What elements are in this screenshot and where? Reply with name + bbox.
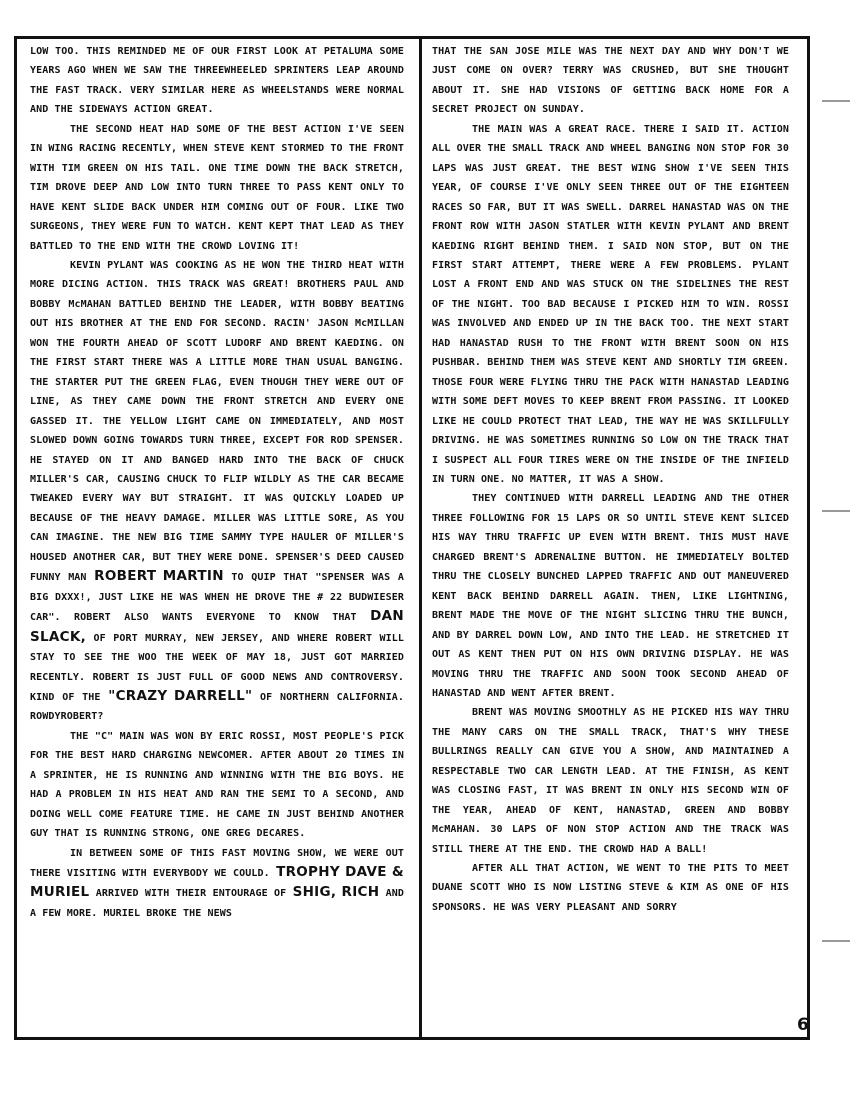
right-column — [432, 42, 789, 917]
punch-mark — [822, 100, 850, 102]
paragraph-text: OF PORT MURRAY, NEW JERSEY, AND WHERE ROBERT WILL STAY TO SEE THE WOO THE WEEK OF MAY 18, JUST GOT MARRIED RECENTLY. ROBERT IS JUST FULL OF GOOD NEWS AND CONTROVERSY. KIND OF THE — [30, 632, 405, 703]
paragraph: BRENT WAS MOVING SMOOTHLY AS HE PICKED HIS WAY THRU THE MANY CARS ON THE SMALL TRACK, THAT'S WHY THESE BULLRINGS REALLY CAN GIVE YOU A SHOW, AND MAINTAINED A RESPECTABLE TWO CAR LENGTH LEAD. AT THE FINISH, AS KENT WAS CLOSING FAST, IT WAS BRENT IN ONLY HIS SECOND WIN OF THE YEAR, AHEAD OF KENT, HANASTAD, GREEN AND BOBBY McMAHAN. 30 LAPS OF NON STOP ACTION AND THE TRACK WAS STILL THERE AT THE END. THE CROWD HAD A BALL! — [432, 707, 789, 855]
highlighted-name: TROPHY DAVE & MURIEL — [30, 864, 405, 901]
paragraph-text: ARRIVED WITH THEIR ENTOURAGE OF — [95, 888, 287, 900]
paragraph-text: OF NORTHERN CALIFORNIA. ROWDYROBERT? — [30, 691, 404, 723]
paragraph: THEY CONTINUED WITH DARRELL LEADING AND THE OTHER THREE FOLLOWING FOR 15 LAPS OR SO UNTIL STEVE KENT SLICED HIS WAY THRU TRAFFIC UP EVEN WITH BRENT. THIS MUST HAVE CHARGED BRENT'S ADRENALINE BUTTON. HE IMMEDIATELY BOLTED THRU THE CLOSELY BUNCHED LAPPED TRAFFIC AND OUT MANEUVERED KENT BACK BEHIND DARRELL AGAIN. THEN, LIKE LIGHTNING, BRENT MADE THE MOVE OF THE NIGHT SLICING THRU THE BUNCH, AND BY DARREL DOWN LOW, AND INTO THE LEAD. HE STRETCHED IT OUT AS KENT THEN PUT ON HIS OWN DRIVING DISPLAY. HE WAS MOVING THRU THE TRAFFIC AND SOON TOOK SECOND AHEAD OF HANASTAD AND WENT AFTER BRENT. — [432, 493, 789, 699]
paragraph-text: IN BETWEEN SOME OF THIS FAST MOVING SHOW, WE WERE OUT THERE VISITING WITH EVERYBODY WE COULD. — [30, 847, 404, 880]
paragraph-text: TO QUIP THAT "SPENSER WAS A BIG DXXX!, JUST LIKE HE WAS WHEN HE DROVE THE # 22 BUDWIESER CAR". ROBERT ALSO WANTS EVERYONE TO KNOW THAT — [30, 572, 404, 624]
paragraph: THE SECOND HEAT HAD SOME OF THE BEST ACTION I'VE SEEN IN WING RACING RECENTLY, WHEN STEVE KENT STORMED TO THE FRONT WITH TIM GREEN ON HIS TAIL. ONE TIME DOWN THE BACK STRETCH, TIM DROVE DEEP AND LOW INTO TURN THREE TO PASS KENT ONLY TO HAVE KENT SLIDE BACK UNDER HIM COMING OUT OF FOUR. LIKE TWO SURGEONS, THEY WERE FUN TO WATCH. KENT KEPT THAT LEAD AS THEY BATTLED TO THE END WITH THE CROWD LOVING IT! — [30, 123, 404, 252]
paragraph — [30, 256, 404, 727]
paragraph: THE MAIN WAS A GREAT RACE. THERE I SAID IT. ACTION ALL OVER THE SMALL TRACK AND WHEEL BANGING NON STOP FOR 30 LAPS WAS JUST GREAT. THE BEST WING SHOW I'VE SEEN THIS YEAR, OF COURSE I'VE ONLY SEEN THREE OUT OF THE EIGHTEEN RACES SO FAR, BUT IT WAS SWELL. DARREL HANASTAD WAS ON THE FRONT ROW WITH JASON STATLER WITH KEVIN PYLANT AND BRENT KAEDING RIGHT BEHIND THEM. I SAID NON STOP, BUT ON THE FIRST START ATTEMPT, THERE WERE A FEW PROBLEMS. PYLANT LOST A FRONT END AND WAS STUCK ON THE SIDELINES THE REST OF THE NIGHT. TOO BAD BECAUSE I PICKED HIM TO WIN. ROSSI WAS INVOLVED AND ENDED UP IN THE BACK TOO. THE NEXT START HAD HANASTAD RUSH TO THE FRONT WITH BRENT SOON ON HIS PUSHBAR. BEHIND THEM WAS STEVE KENT AND SHORTLY TIM GREEN. THOSE FOUR WERE FLYING THRU THE PACK WITH HANASTAD LEADING WITH SOME DEFT MOVES TO KEEP BRENT FROM PASSING. IT LOOKED LIKE HE COULD PROTECT THAT LEAD, THE WAY HE WAS SKILLFULLY DRIVING. HE WAS SOMETIMES RUNNING SO LOW ON THE TRACK THAT I SUSPECT ALL FOUR TIRES WERE ON THE INSIDE OF THE INFIELD IN TURN ONE. NO MATTER, IT WAS A SHOW. — [432, 123, 789, 485]
paragraph — [30, 844, 404, 924]
punch-mark — [822, 940, 850, 942]
highlighted-name: DAN SLACK, — [30, 608, 404, 645]
highlighted-name: SHIG, RICH — [292, 884, 380, 901]
highlighted-name: "CRAZY DARRELL" — [108, 687, 253, 704]
paragraph-text: AND A FEW MORE. MURIEL BROKE THE NEWS — [30, 888, 405, 919]
paragraph-text: KEVIN PYLANT WAS COOKING AS HE WON THE THIRD HEAT WITH MORE DICING ACTION. THIS TRACK WAS GREAT! BROTHERS PAUL AND BOBBY McMAHAN BATTLED BEHIND THE LEADER, WITH BOBBY BEATING OUT HIS BROTHER AT THE END FOR SECOND. RACIN' JASON McMILLAN WON THE FOURTH AHEAD OF SCOTT LUDORF AND BRENT KAEDING. ON THE FIRST START THERE WAS A LITTLE MORE THAN USUAL BANGING. THE STARTER PUT THE GREEN FLAG, EVEN THOUGH THEY WERE OUT OF LINE, AS THEY CAME DOWN THE FRONT STRETCH AND EVERY ONE GASSED IT. THE YELLOW LIGHT CAME ON IMMEDIATELY, AND MOST SLOWED DOWN GOING TOWARDS TURN THREE, EXCEPT FOR ROD SPENSER. HE STAYED ON IT AND BANGED HARD INTO THE BACK OF CHUCK MILLER'S CAR, CAUSING CHUCK TO FLIP WILDLY AS THE CAR BECAME TWEAKED EVERY WAY BUT STRAIGHT. IT WAS QUICKLY LOADED UP BECAUSE OF THE HEAVY DAMAGE. MILLER WAS LITTLE SORE, AS YOU CAN IMAGINE. THE NEW BIG TIME SAMMY TYPE HAULER OF MILLER'S HOUSED ANOTHER CAR, BUT THEY WERE DONE. SPENSER'S DEED CAUSED FUNNY MAN — [30, 259, 404, 584]
punch-mark — [822, 510, 850, 512]
column-divider — [419, 36, 422, 1040]
page-number: 6 — [797, 1015, 809, 1035]
paragraph: LOW TOO. THIS REMINDED ME OF OUR FIRST LOOK AT PETALUMA SOME YEARS AGO WHEN WE SAW THE THREEWHEELED SPRINTERS LEAP AROUND THE FAST TRACK. VERY SIMILAR HERE AS WHEELSTANDS WERE NORMAL AND THE SIDEWAYS ACTION GREAT. — [30, 46, 404, 116]
left-column — [30, 42, 404, 923]
paragraph: AFTER ALL THAT ACTION, WE WENT TO THE PITS TO MEET DUANE SCOTT WHO IS NOW LISTING STEVE & KIM AS ONE OF HIS SPONSORS. HE WAS VERY PLEASANT AND SORRY — [432, 863, 789, 913]
paragraph: THE "C" MAIN WAS WON BY ERIC ROSSI, MOST PEOPLE'S PICK FOR THE BEST HARD CHARGING NEWCOMER. AFTER ABOUT 20 TIMES IN A SPRINTER, HE IS RUNNING AND WINNING WITH THE BIG BOYS. HE HAD A PROBLEM IN HIS HEAT AND RAN THE SEMI TO A SECOND, AND DOING WELL COME FEATURE TIME. HE CAME IN JUST BEHIND ANOTHER GUY THAT IS RUNNING STRONG, ONE GREG DECARES. — [30, 730, 404, 840]
paragraph: THAT THE SAN JOSE MILE WAS THE NEXT DAY AND WHY DON'T WE JUST COME ON OVER? TERRY WAS CRUSHED, BUT SHE THOUGHT ABOUT IT. SHE HAD VISIONS OF GETTING BACK HOME FOR A SECRET PROJECT ON SUNDAY. — [432, 46, 789, 116]
highlighted-name: ROBERT MARTIN — [94, 568, 224, 585]
